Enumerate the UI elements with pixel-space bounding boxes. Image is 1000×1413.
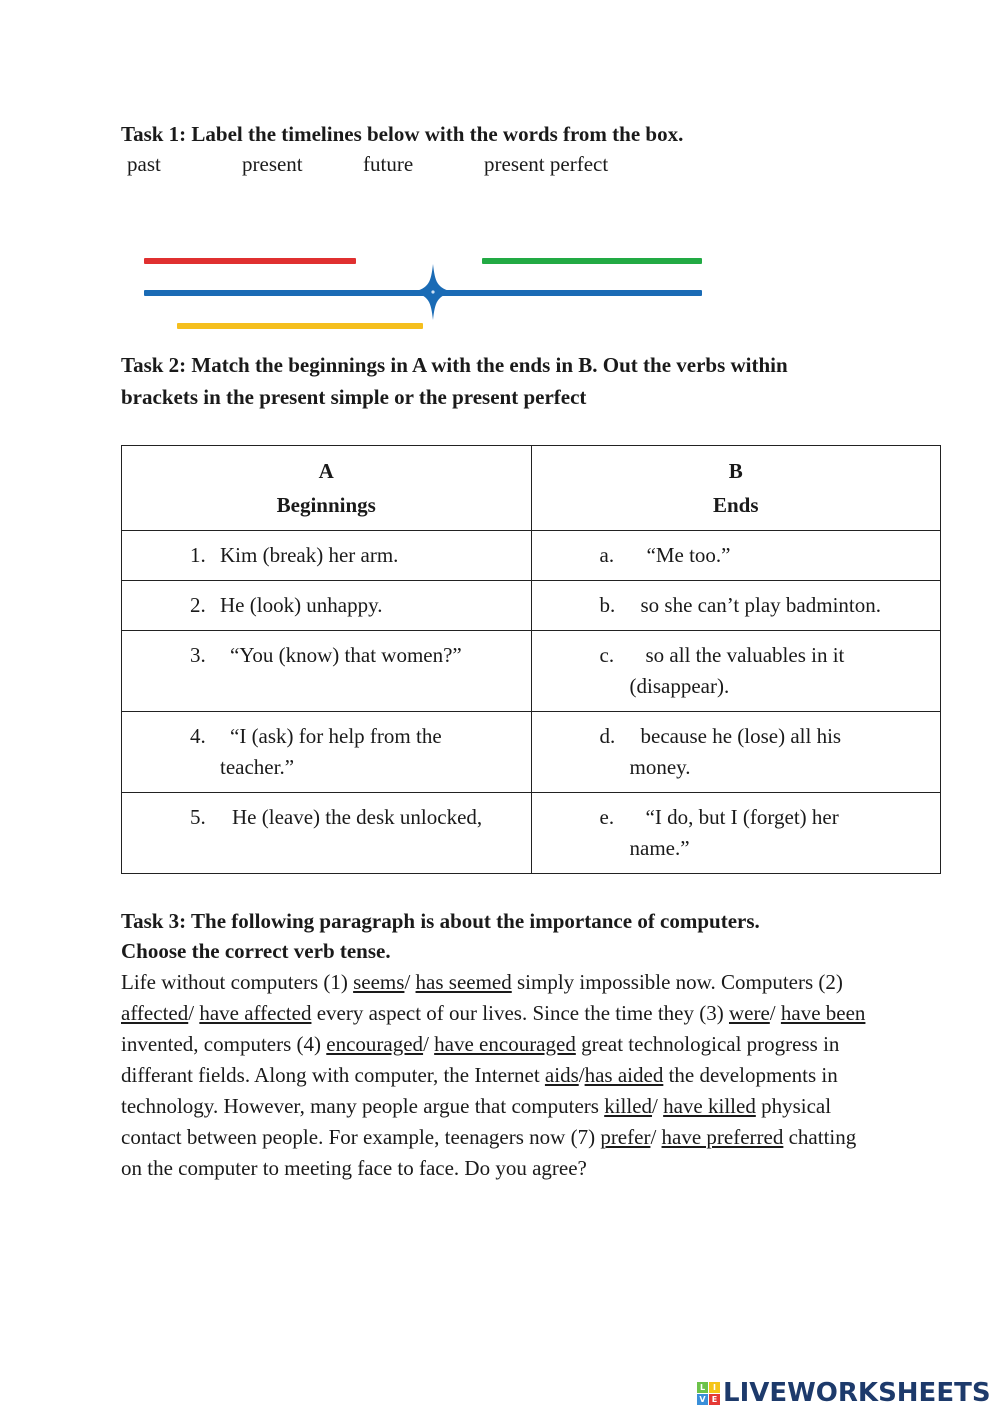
logo-letter-l: L	[697, 1382, 708, 1393]
choice-7b[interactable]: have preferred	[661, 1125, 784, 1149]
slash: /	[769, 1001, 781, 1025]
slash: /	[650, 1125, 662, 1149]
now-star-icon	[413, 264, 453, 320]
choice-1b[interactable]: has seemed	[415, 970, 512, 994]
end-c	[531, 631, 941, 712]
task3-title-line2: Choose the correct verb tense.	[121, 939, 391, 963]
slash: /	[652, 1094, 664, 1118]
text-segment: invented, computers (4)	[121, 1032, 327, 1056]
end-letter: c.	[599, 643, 615, 667]
text-segment: physical contact between people. For example, teenagers now (7)	[121, 1094, 832, 1149]
text-segment: every aspect of our lives. Since the time they (3)	[311, 1001, 729, 1025]
word-present: present	[242, 152, 303, 176]
text-segment: the developments in technology. However, many people argue that computers	[121, 1063, 838, 1118]
beginning-text: Kim (break) her arm.	[220, 543, 399, 567]
slash: /	[404, 970, 416, 994]
end-letter: e.	[599, 805, 615, 829]
text-segment: simply impossible now. Computers (2)	[511, 970, 843, 994]
choice-2b[interactable]: have affected	[199, 1001, 312, 1025]
text-segment: chatting on the computer to meeting face to face. Do you agree?	[121, 1125, 857, 1180]
end-text: so she can’t play badminton.	[640, 593, 881, 617]
end-text: because he (lose) all his money.	[629, 724, 842, 779]
beginning-5	[122, 793, 532, 874]
beginning-4	[122, 712, 532, 793]
end-d	[531, 712, 941, 793]
beginning-3	[122, 631, 532, 712]
table-row	[122, 531, 941, 581]
choice-7a[interactable]: prefer	[600, 1125, 651, 1149]
beginning-text: He (look) unhappy.	[220, 593, 383, 617]
task3-title-line1: Task 3: The following paragraph is about the importance of computers.	[121, 909, 760, 933]
choice-2a[interactable]: affected	[121, 1001, 189, 1025]
end-letter: d.	[599, 724, 616, 748]
column-a-letter: A	[318, 459, 334, 483]
choice-5a[interactable]: aids	[544, 1063, 579, 1087]
beginning-text: “You (know) that women?”	[230, 643, 462, 667]
column-b-header	[531, 446, 941, 531]
end-letter: b.	[599, 593, 616, 617]
column-b-label: Ends	[712, 493, 759, 517]
table-row	[122, 712, 941, 793]
choice-1a[interactable]: seems	[353, 970, 405, 994]
choice-5b[interactable]: has aided	[584, 1063, 664, 1087]
timeline-diagram	[0, 0, 1000, 340]
table-header-row	[122, 446, 941, 531]
choice-4b[interactable]: have encouraged	[434, 1032, 576, 1056]
beginning-2	[122, 581, 532, 631]
table-row	[122, 581, 941, 631]
table-row	[122, 793, 941, 874]
task1-title: Task 1: Label the timelines below with the words from the box.	[121, 122, 684, 146]
logo-brand-text: LIVEWORKSHEETS	[723, 1378, 991, 1408]
word-past: past	[127, 152, 161, 176]
column-b-letter: B	[728, 459, 743, 483]
end-b	[531, 581, 941, 631]
timeline-red-past	[144, 258, 356, 264]
choice-6a[interactable]: killed	[604, 1094, 653, 1118]
choice-3b[interactable]: have been	[780, 1001, 866, 1025]
slash: /	[188, 1001, 200, 1025]
end-text: “I do, but I (forget) her name.”	[629, 805, 839, 860]
end-text: so all the valuables in it (disappear).	[629, 643, 845, 698]
end-text: “Me too.”	[646, 543, 731, 567]
beginning-number: 2.	[190, 593, 206, 617]
choice-6b[interactable]: have killed	[663, 1094, 756, 1118]
task2-title-line2: brackets in the present simple or the present perfect	[121, 385, 587, 409]
word-present-perfect: present perfect	[484, 152, 609, 176]
timeline-yellow-present-perfect	[177, 323, 423, 329]
text-segment: great technological progress in differant fields. Along with computer, the Internet	[121, 1032, 840, 1087]
table-row	[122, 631, 941, 712]
beginning-1	[122, 531, 532, 581]
column-a-header	[122, 446, 532, 531]
logo-letter-e: E	[709, 1394, 720, 1405]
matching-table	[121, 445, 941, 874]
slash: /	[578, 1063, 585, 1087]
beginning-number: 5.	[190, 805, 206, 829]
beginning-number: 3.	[190, 643, 206, 667]
logo-letter-v: V	[697, 1394, 708, 1405]
beginning-number: 4.	[190, 724, 206, 748]
slash: /	[423, 1032, 435, 1056]
choice-3a[interactable]: were	[728, 1001, 770, 1025]
choice-4a[interactable]: encouraged	[326, 1032, 424, 1056]
beginning-number: 1.	[190, 543, 206, 567]
logo-letter-i: I	[709, 1382, 720, 1393]
end-letter: a.	[599, 543, 615, 567]
timeline-green-future	[482, 258, 702, 264]
end-a	[531, 531, 941, 581]
beginning-text: “I (ask) for help from the teacher.”	[220, 724, 442, 779]
text-segment: Life without computers (1)	[121, 970, 354, 994]
task3-paragraph	[121, 967, 881, 1184]
end-e	[531, 793, 941, 874]
task2-title-line1: Task 2: Match the beginnings in A with the ends in B. Out the verbs within	[121, 353, 788, 377]
column-a-label: Beginnings	[276, 493, 376, 517]
logo-icon	[697, 1382, 720, 1405]
word-future: future	[363, 152, 414, 176]
liveworksheets-logo	[697, 1378, 991, 1408]
beginning-text: He (leave) the desk unlocked,	[232, 805, 483, 829]
